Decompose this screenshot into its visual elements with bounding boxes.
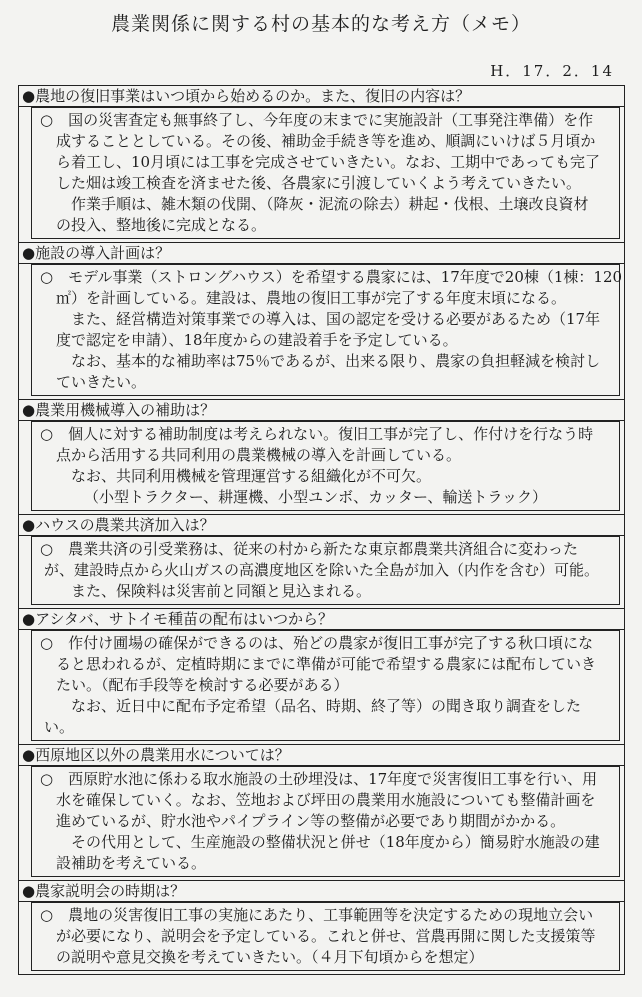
body-line: ○ 農業共済の引受業務は、従来の村から新たな東京都農業共済組合に変わった: [40, 540, 578, 558]
body-line: 成することとしている。その後、補助金手続き等を進め、順調にいけば５月頃か: [56, 132, 596, 150]
section-seedling-distribution: [19, 608, 624, 741]
section-body: [31, 766, 620, 877]
body-line: ○ 作付け圃場の確保ができるのは、殆どの農家が復旧工事が完了する秋口頃にな: [40, 634, 594, 652]
section-heading: ●西原地区以外の農業用水については？: [19, 744, 624, 766]
section-greenhouse-insurance: [19, 514, 624, 605]
body-line: （小型トラクター、耕運機、小型ユンボ、カッター、輸送トラック）: [84, 488, 548, 506]
body-line: なお、基本的な補助率は75％であるが、出来る限り、農家の負担軽減を検討し: [56, 352, 601, 370]
section-body: [31, 902, 620, 971]
body-line: なお、近日中に配布予定希望（品名、時期、終了等）の聞き取り調査をした: [56, 697, 582, 715]
body-line: が、建設時点から火山ガスの高濃度地区を除いた全島が加入（内作を含む）可能。: [44, 561, 600, 579]
body-line: ると思われるが、定植時期にまでに準備が可能で希望する農家には配布していき: [56, 655, 597, 673]
body-line: また、経営構造対策事業での導入は、国の認定を受ける必要があるため（17年: [56, 310, 601, 328]
section-heading: ●農地の復旧事業はいつ頃から始めるのか。また、復旧の内容は？: [19, 85, 624, 107]
section-farmland-restoration: [19, 85, 624, 239]
body-line: ○ 農地の災害復旧工事の実施にあたり、工事範囲等を決定するための現地立会い: [40, 906, 594, 924]
section-machinery-subsidy: [19, 399, 624, 511]
body-line: 設補助を考えている。: [56, 854, 207, 872]
section-heading: ●農家説明会の時期は？: [19, 880, 624, 902]
section-body: [31, 421, 620, 511]
memo-frame: [18, 85, 625, 975]
body-line: また、保険料は災害前と同額と見込まれる。: [56, 582, 372, 600]
section-facility-plan: [19, 242, 624, 396]
body-line: ○ モデル事業（ストロングハウス）を希望する農家には、17年度で20棟（1棟：120: [40, 268, 623, 286]
body-line: い。: [44, 718, 75, 736]
section-body: [31, 536, 620, 605]
section-body: [31, 264, 623, 396]
body-line: 作業手順は、雑木類の伐開、（降灰・泥流の除去）耕起・伐根、土壌改良資材: [56, 195, 589, 213]
body-line: ○ 西原貯水池に係わる取水施設の土砂埋没は、17年度で災害復旧工事を行い、用: [40, 770, 598, 788]
body-line: ら着工し、10月頃には工事を完成させていきたい。なお、工期中であっても完了: [56, 153, 600, 171]
body-line: の説明や意見交換を考えていきたい。（４月下旬頃からを想定）: [56, 948, 484, 966]
document-title: 農業関係に関する村の基本的な考え方（メモ）: [110, 13, 531, 35]
section-heading: ●ハウスの農業共済加入は？: [19, 514, 624, 536]
body-line: たい。（配布手段等を検討する必要がある）: [56, 676, 349, 694]
body-line: ○ 個人に対する補助制度は考えられない。復旧工事が完了し、作付けを行なう時: [40, 425, 594, 443]
body-line: 水を確保していく。なお、笠地および坪田の農業用水施設についても整備計画を: [56, 791, 596, 809]
body-line: 点から活用する共同利用の農業機械の導入を計画している。: [56, 446, 462, 464]
body-line: ていきたい。: [56, 373, 147, 391]
section-irrigation-water: [19, 744, 624, 877]
body-line: の投入、整地後に完成となる。: [56, 216, 267, 234]
body-line: した畑は竣工検査を済ませた後、各農家に引渡していくよう考えていきたい。: [56, 174, 582, 192]
section-body: [31, 107, 620, 239]
section-body: [31, 630, 620, 741]
body-line: その代用として、生産施設の整備状況と併せ（18年度から）簡易貯水施設の建: [56, 833, 600, 851]
section-heading: ●アシタバ、サトイモ種苗の配布はいつから？: [19, 608, 624, 630]
body-line: 進めているが、貯水池やパイプライン等の整備が必要であり期間がかかる。: [56, 812, 566, 830]
body-line: ㎡）を計画している。建設は、農地の復旧工事が完了する年度末頃になる。: [56, 289, 567, 307]
body-line: が必要になり、説明会を予定している。これと併せ、営農再開に関した支援策等: [56, 927, 596, 945]
section-heading: ●農業用機械導入の補助は？: [19, 399, 624, 421]
section-briefing-schedule: [19, 880, 624, 971]
body-line: なお、共同利用機械を管理運営する組織化が不可欠。: [56, 467, 432, 485]
body-line: ○ 国の災害査定も無事終了し、今年度の末までに実施設計（工事発注準備）を作: [40, 111, 594, 129]
body-line: 度で認定を申請）、18年度からの建設着手を予定している。: [56, 331, 458, 349]
section-heading: ●施設の導入計画は？: [19, 242, 624, 264]
document-date: H．17．2．14: [490, 62, 614, 80]
